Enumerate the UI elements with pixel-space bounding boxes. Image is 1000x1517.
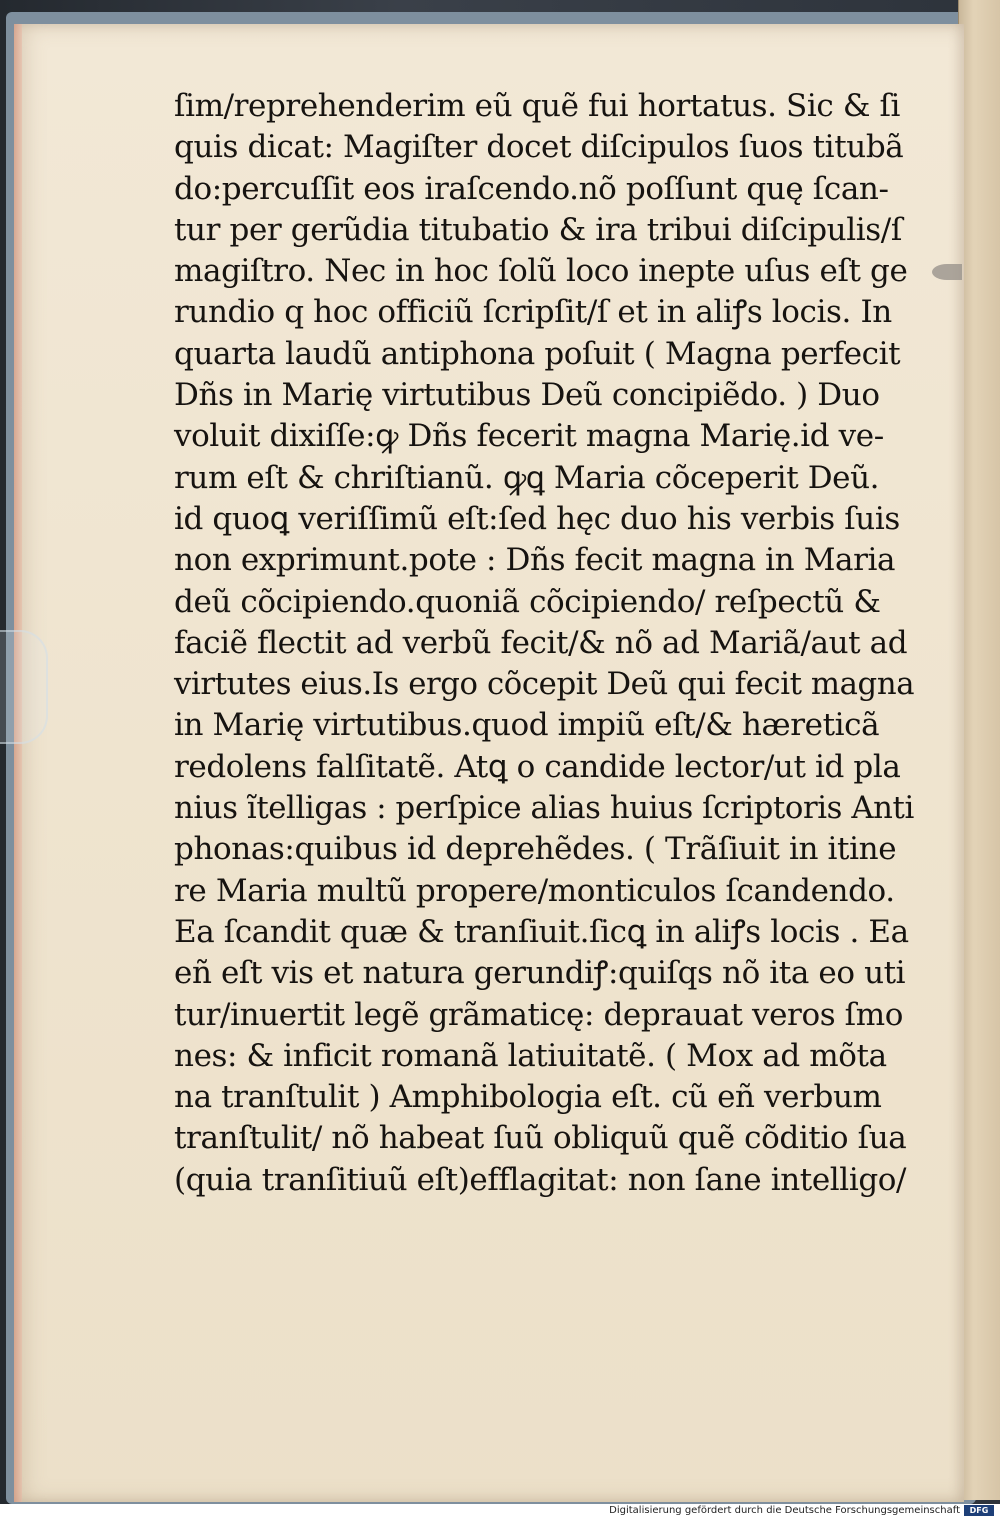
text-line: deũ cõcipiendo.quoniã cõcipiendo/ reſpectũ & (174, 583, 881, 620)
text-line: tur/inuertit legẽ grãmaticę: deprauat veros ſmo (174, 996, 904, 1033)
text-line: in Marię virtutibus.quod impiũ eſt/& hæreticã (174, 707, 880, 744)
text-line: ſim/reprehenderim eũ quẽ fui hortatus. Sic & ſi (174, 88, 901, 124)
page-red-edge (14, 24, 22, 1502)
text-line: rum eſt & chriſtianũ. ꝙꝗ Maria cõceperit Deũ. (174, 459, 880, 496)
text-line: Dñs in Marię virtutibus Deũ concipiẽdo. ) Duo (174, 377, 880, 414)
text-line: eñ eſt vis et natura gerundiꝭ:quiſqs nõ ita eo uti (174, 955, 906, 992)
text-line: nius ĩtelligas : perſpice alias huius ſcriptoris Anti (174, 790, 914, 827)
dfg-logo: DFG (964, 1505, 994, 1516)
text-line: tur per gerũdia titubatio & ira tribui diſcipulis/ſ (174, 211, 902, 248)
text-line: na tranſtulit ) Amphibologia eſt. cũ eñ verbum (174, 1079, 882, 1116)
text-line: (quia tranſitiuũ eſt)efflagitat: non ſane intelligo/ (174, 1161, 907, 1198)
text-line: phonas:quibus id deprehẽdes. ( Trãſiuit in itine (174, 831, 897, 868)
text-line: Ea ſcandit quæ & tranſiuit.ſicꝗ in aliꝭs locis . Ea (174, 913, 909, 950)
page-clip (0, 630, 48, 744)
text-line: tranſtulit/ nõ habeat ſuũ obliquũ quẽ cõditio ſua (174, 1120, 907, 1157)
text-line: quarta laudũ antiphona poſuit ( Magna perfecit (174, 335, 901, 372)
text-line: magiſtro. Nec in hoc ſolũ loco inepte uſus eſt ge (174, 253, 908, 290)
facing-page-edge (958, 0, 1000, 1500)
text-line: nes: & inficit romanã latiuitatẽ. ( Mox ad mõta (174, 1037, 887, 1074)
text-line: voluit dixiſſe:ꝙ Dñs fecerit magna Marię.id ve- (174, 418, 884, 455)
text-line: virtutes eius.Is ergo cõcepit Deũ qui fecit magna (174, 666, 915, 703)
funding-credit: Digitalisierung gefördert durch die Deutsche Forschungsgemeinschaft (609, 1505, 960, 1516)
text-line: quis dicat: Magiſter docet diſcipulos ſuos titubã (174, 129, 904, 166)
text-line: redolens falſitatẽ. Atꝗ o candide lector/ut id pla (174, 748, 901, 785)
text-line: non exprimunt.pote : Dñs fecit magna in Maria (174, 542, 896, 579)
text-line: re Maria multũ propere/monticulos ſcandendo. (174, 872, 895, 909)
page-weight (932, 264, 962, 280)
text-line: faciẽ flectit ad verbũ fecit/& nõ ad Mariã/aut ad (174, 624, 908, 661)
text-line: id quoꝗ veriſſimũ eſt:ſed hęc duo his verbis ſuis (174, 500, 900, 537)
text-line: rundio q hoc officiũ ſcripſit/ſ et in aliꝭs locis. In (174, 294, 892, 331)
page-text (174, 86, 915, 1201)
text-line: do:percuſſit eos iraſcendo.nõ poſſunt quę ſcan- (174, 170, 889, 207)
